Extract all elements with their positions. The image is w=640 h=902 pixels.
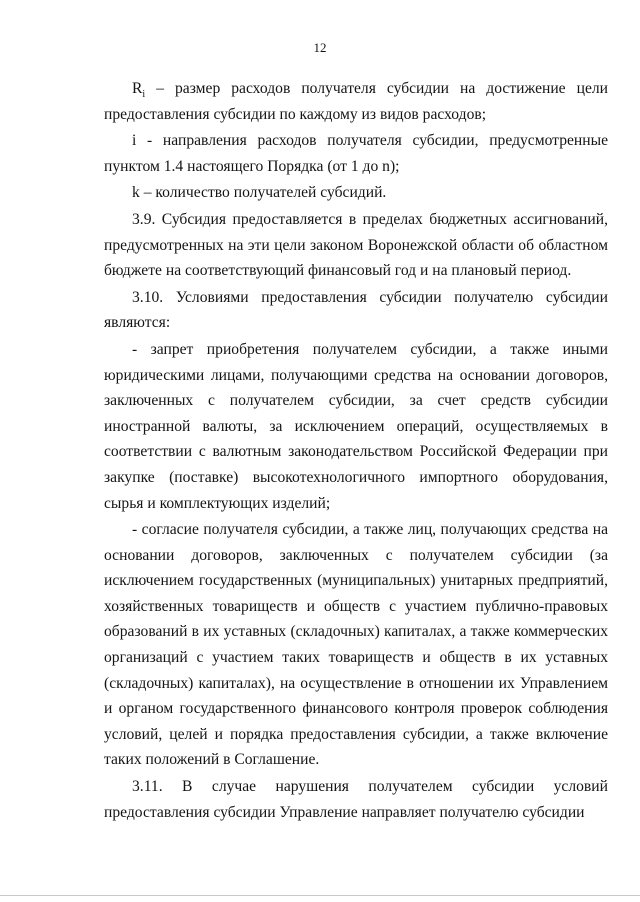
ri-subscript: i: [142, 89, 146, 101]
paragraph-condition-currency-ban: - запрет приобретения получателем субсидии, а также иными юридическими лицами, получающими средства на основании договоров, заключенных с получателем субсидии, за счет средств субсидии иностранной валюты, за исключением операций, осуществляемых в соответствии с валютным законодательством Российской Федерации при закупке (поставке) высокотехнологичного импортного оборудования, сырья и комплектующих изделий;: [104, 340, 608, 512]
paragraph-3-9: 3.9. Субсидия предоставляется в пределах бюджетных ассигнований, предусмотренных на эти цели законом Воронежской области об областном бюджете на соответствующий финансовый год и на плановый период.: [104, 210, 608, 280]
page-bottom-edge: [0, 895, 640, 896]
paragraph-k-definition: k – количество получателей субсидий.: [132, 184, 387, 202]
paragraph-3-11: 3.11. В случае нарушения получателем субсидии условий предоставления субсидии Управление направляет получателю субсидии: [104, 778, 608, 821]
ri-symbol: R: [132, 80, 143, 97]
ri-definition-text: – размер расходов получателя субсидии на достижение цели предоставления субсидии по каждому из видов расходов;: [104, 80, 608, 123]
page-number: 12: [313, 40, 327, 55]
document-body: [104, 76, 608, 826]
paragraph-condition-consent: - согласие получателя субсидии, а также лиц, получающих средства на основании договоров, заключенных с получателем субсидии (за исключением государственных (муниципальных) унитарных предприятий, хозяйственных товариществ и обществ с участием публично-правовых образований в их уставных (складочных) капиталах, а также коммерческих организаций с участием таких товариществ и обществ в их уставных (складочных) капиталах), на осуществление в отношении их Управлением и органом государственного финансового контроля проверок соблюдения условий, целей и порядка предоставления субсидии, а также включение таких положений в Соглашение.: [104, 521, 608, 769]
paragraph-ri-definition: [104, 76, 608, 127]
paragraph-3-10: 3.10. Условиями предоставления субсидии получателю субсидии являются:: [104, 288, 608, 332]
paragraph-i-definition: i - направления расходов получателя субсидии, предусмотренные пунктом 1.4 настоящего Порядка (от 1 до n);: [104, 132, 608, 175]
